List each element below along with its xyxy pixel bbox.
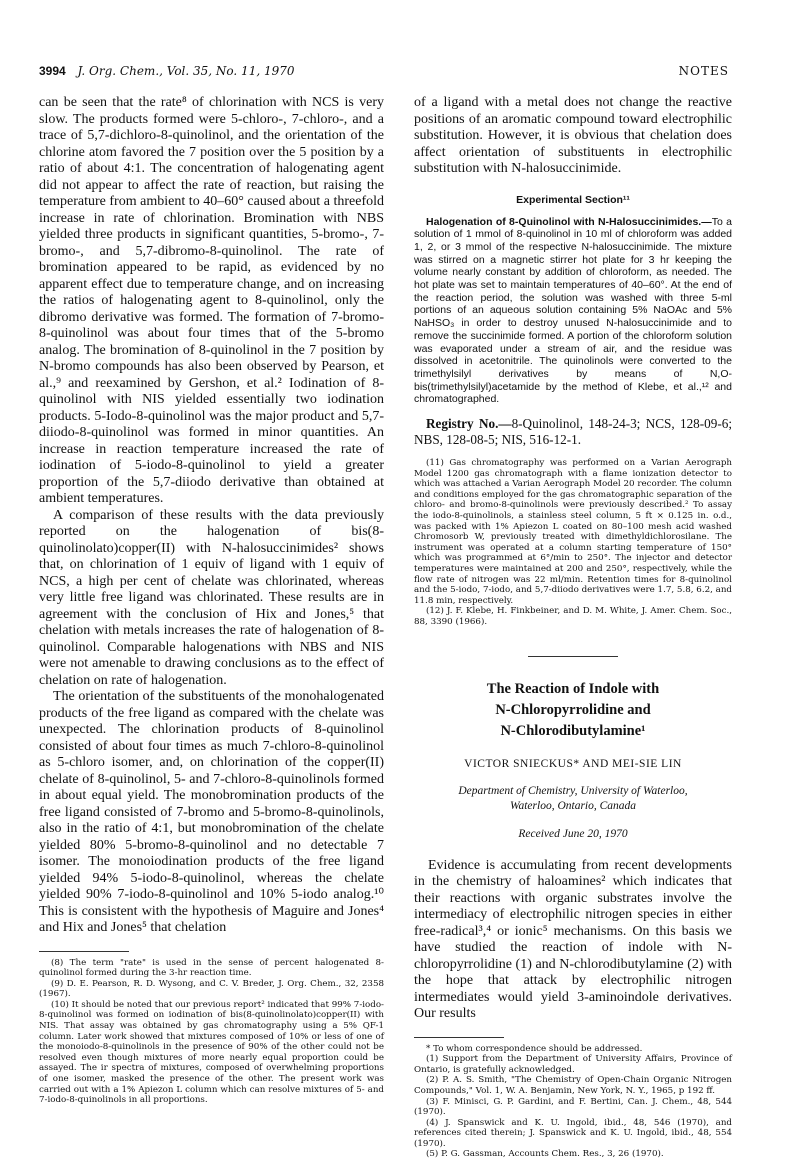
right-column [414,95,732,1160]
body-paragraph: can be seen that the rate⁸ of chlorination with NCS is very slow. The products formed were 5-chloro-, 7-chloro-, and a trace of 5,7-dichloro-8-quinolinol, and the orientation of the chlorine atom favored the 7 position over the 5 position by a ratio of about 4:1. The concentration of halogenating agent did not appear to affect the rate of reaction, but raising the temperature from ambient to 40–60° caused about a threefold increase in rate of chlorination. Bromination with NBS yielded three products in significant quantities, 5-bromo-, 7-bromo-, and 5,7-dibromo-8-quinolinol. The rate of bromination appeared to be rapid, as evidenced by no apparent effect due to temperature change, and on increasing the ratios of halogenating agent to 8-quinolinol, only the dibromo derivative was formed. The formation of 7-bromo-8-quinolinol was about four times that of the 5-bromo analog. The bromination of 8-quinolinol in the 7 position by N-bromo compounds has also been observed by Pearson, et al.,⁹ and reexamined by Gershon, et al.² Iodination of 8-quinolinol with NIS yielded essentially two iodination products. 5-Iodo-8-quinolinol was the major product and 5,7-diiodo-8-quinolinol was formed in minor quantities. An increase in reaction temperature increased the rate of iodination of 5-iodo-8-quinolinol to yield a greater proportion of the 5,7-diiodo derivative than obtained at ambient temperatures. [39,95,384,506]
article-body-paragraph: Evidence is accumulating from recent developments in the chemistry of haloamines² which indicates that their reactions with organic substrates involve the intermediacy of electrophilic nitrogen species in either free-radical³,⁴ or ionic⁵ mechanisms. On this basis we have studied the reaction of indole with N-chloropyrrolidine (1) and N-chlorodibutylamine (2) with the hope that attack by electrophilic nitrogen intermediates would yield 3-aminoindole derivatives. Our results [414,857,732,1022]
experimental-text: To a solution of 1 mmol of 8-quinolinol in 10 ml of chloroform was added 1, 2, or 3 mmol of the respective N-halosuccinimide. The mixture was stirred on a magnetic stirrer hot plate for 3 hr keeping the volume nearly constant by addition of chloroform, as needed. The hot plate was set to maintain temperatures of 40–60°. At the end of the reaction period, the solution was washed with three 5-ml portions of an aqueous solution containing 5% NaOAc and 5% NaHSO₃ in order to destroy unused N-halosuccinimide and to remove the succinimide formed. A portion of the chloroform solution was evaporated under a stream of air, and the residue was dissolved in acetonitrile. The quinolinols were converted to the trimethylsilyl derivatives by means of N,O-bis(trimethylsilyl)acetamide by the method of Klebe, et al.,¹² and chromatographed. [414,215,732,406]
footnote: * To whom correspondence should be addressed. [426,1043,643,1054]
article-affiliation [414,784,732,814]
left-column [39,95,384,1106]
article-title-line: N-Chloropyrrolidine and [495,701,651,718]
footnote: (11) Gas chromatography was performed on a Varian Aerograph Model 1200 gas chromatograph with a flame ionization detector to which was attached a Varian Aerograph Model 20 recorder. The column and conditions employed for the gas chromatographic separation of the chloro- and bromo-8-quinolinols were previously described.² To assay the iodo-8-quinolinols, a stainless steel column, 5 ft × 0.125 in. o.d., was packed with 1% Apiezon L coated on 80–100 mesh acid washed Chromosorb W, previously treated with dimethyldichlorosilane. The instrument was operated at a column starting temperature of 150° which was programmed at 6°/min to 250°. The injector and detector temperatures were maintained at 200 and 250°, respectively, while the flow rate of nitrogen was 22 ml/min. Retention times for 8-quinolinol and the 5-iodo, 7-iodo, and 5,7-diiodo derivatives were 1.7, 5.8, 6.2, and 11.8 min, respectively. [414,458,732,606]
running-header [39,64,729,84]
footnote-divider [414,1037,504,1038]
footnote: (2) P. A. S. Smith, "The Chemistry of Open-Chain Organic Nitrogen Compounds," Vol. 1, W. A. Benjamin, New York, N. Y., 1965, p 192 ff. [414,1075,732,1096]
footnote: (10) It should be noted that our previous report² indicated that 99% 7-iodo-8-quinolinol was formed on iodination of bis(8-quinolinolato)copper(II) with NIS. That assay was obtained by gas chromatography using a 5% QF-1 column. Later work showed that mixtures composed of 10% or less of one of the monoiodo-8-quinolinols in the presence of 90% of the other could not be resolved even though mixtures of more nearly equal proportion could be assayed. The ir spectra of mixtures, composed of overwhelming proportions of one isomer, masked the presence of the other. The present work was carried out with a 1% Apiezon L column which can resolve mixtures of 5- and 7-iodo-8-quinolinols in all proportions. [39,999,384,1106]
article-title-line: The Reaction of Indole with [486,680,660,697]
body-paragraph: of a ligand with a metal does not change the reactive positions of an aromatic compound toward electrophilic substitution. However, it is obvious that chelation does affect orientation of substituents in electrophilic substitution with N-halosuccinimide. [414,95,732,176]
footnote-divider [39,951,129,952]
registry-text: 8-Quinolinol, 148-24-3; NCS, 128-09-6; NBS, 128-08-5; NIS, 516-12-1. [414,416,732,448]
affiliation-line: Waterloo, Ontario, Canada [509,799,637,812]
article-divider [528,656,618,657]
registry-title: Registry No.— [426,416,512,432]
body-paragraph: A comparison of these results with the data previously reported on the halogenation of bis(8-quinolinolato)copper(II) with N-halosuccinimides² shows that, on chlorination of 1 equiv of ligand with 1 equiv of NCS, a high per cent of chelate was chlorinated, whereas very little free ligand was chlorinated. These results are in agreement with the conclusion of Hix and Jones,⁵ that chelation with metals increases the rate of halogenation of 8-quinolinol. Comparable halogenations with NBS and NIS were not amenable to drawing conclusions as to the effect of chelation on rate of halogenation. [39,507,384,688]
footnote: (5) P. G. Gassman, Accounts Chem. Res., 3, 26 (1970). [426,1149,664,1160]
experimental-title: Halogenation of 8-Quinolinol with N-Halosuccinimides.— [426,215,712,228]
article-title-line: N-Chlorodibutylamine¹ [500,722,646,739]
body-paragraph: The orientation of the substituents of the monohalogenated products of the free ligand as compared with the chelate was unexpected. The chlorination products of 8-quinolinol consisted of about four times as much 7-chloro-8-quinolinol as 5-chloro isomer, and, on chlorination of the copper(II) chelate of 8-quinolinol, 5- and 7-chloro-8-quinolinols formed in about equal yield. The monobromination products of the free ligand consisted of 7-bromo and 5-bromo-8-quinolinols, also in the ratio of 4:1, but monobromination of the chelate yielded 80% 5-bromo-8-quinolinol and no detectable 7 isomer. The monoiodination products of the free ligand yielded 94% 5-iodo-8-quinolinol, whereas the chelate yielded 90% 7-iodo-8-quinolinol and 10% 5-iodo analog.¹⁰ This is consistent with the hypothesis of Maguire and Jones⁴ and Hix and Jones⁵ that chelation [39,689,384,935]
footnote: (4) J. Spanswick and K. U. Ingold, ibid., 48, 546 (1970), and references cited therein; J. Spanswick and K. U. Ingold, ibid., 48, 554 (1970). [414,1117,732,1149]
experimental-paragraph [414,216,732,407]
footnote: (8) The term "rate" is used in the sense of percent halogenated 8-quinolinol formed during the 3-hr reaction time. [39,957,384,979]
header-left [39,64,295,78]
article-authors: VICTOR SNIECKUS* AND MEI-SIE LIN [464,757,682,770]
footnote: (3) F. Minisci, G. P. Gardini, and F. Bertini, Can. J. Chem., 48, 544 (1970). [414,1096,732,1118]
footnote: (12) J. F. Klebe, H. Finkbeiner, and D. M. White, J. Amer. Chem. Soc., 88, 3390 (1966). [414,606,732,627]
received-date: Received June 20, 1970 [518,827,628,840]
page-number: 3994 [39,64,66,78]
footnote: (9) D. E. Pearson, R. D. Wysong, and C. V. Breder, J. Org. Chem., 32, 2358 (1967). [39,978,384,1000]
experimental-heading: Experimental Section¹¹ [516,193,630,206]
section-name: NOTES [678,64,729,78]
registry-numbers [414,416,732,448]
affiliation-line: Department of Chemistry, University of Waterloo, [458,784,688,797]
journal-citation: J. Org. Chem., Vol. 35, No. 11, 1970 [77,64,295,78]
footnote: (1) Support from the Department of University Affairs, Province of Ontario, is gratefully acknowledged. [414,1054,732,1075]
